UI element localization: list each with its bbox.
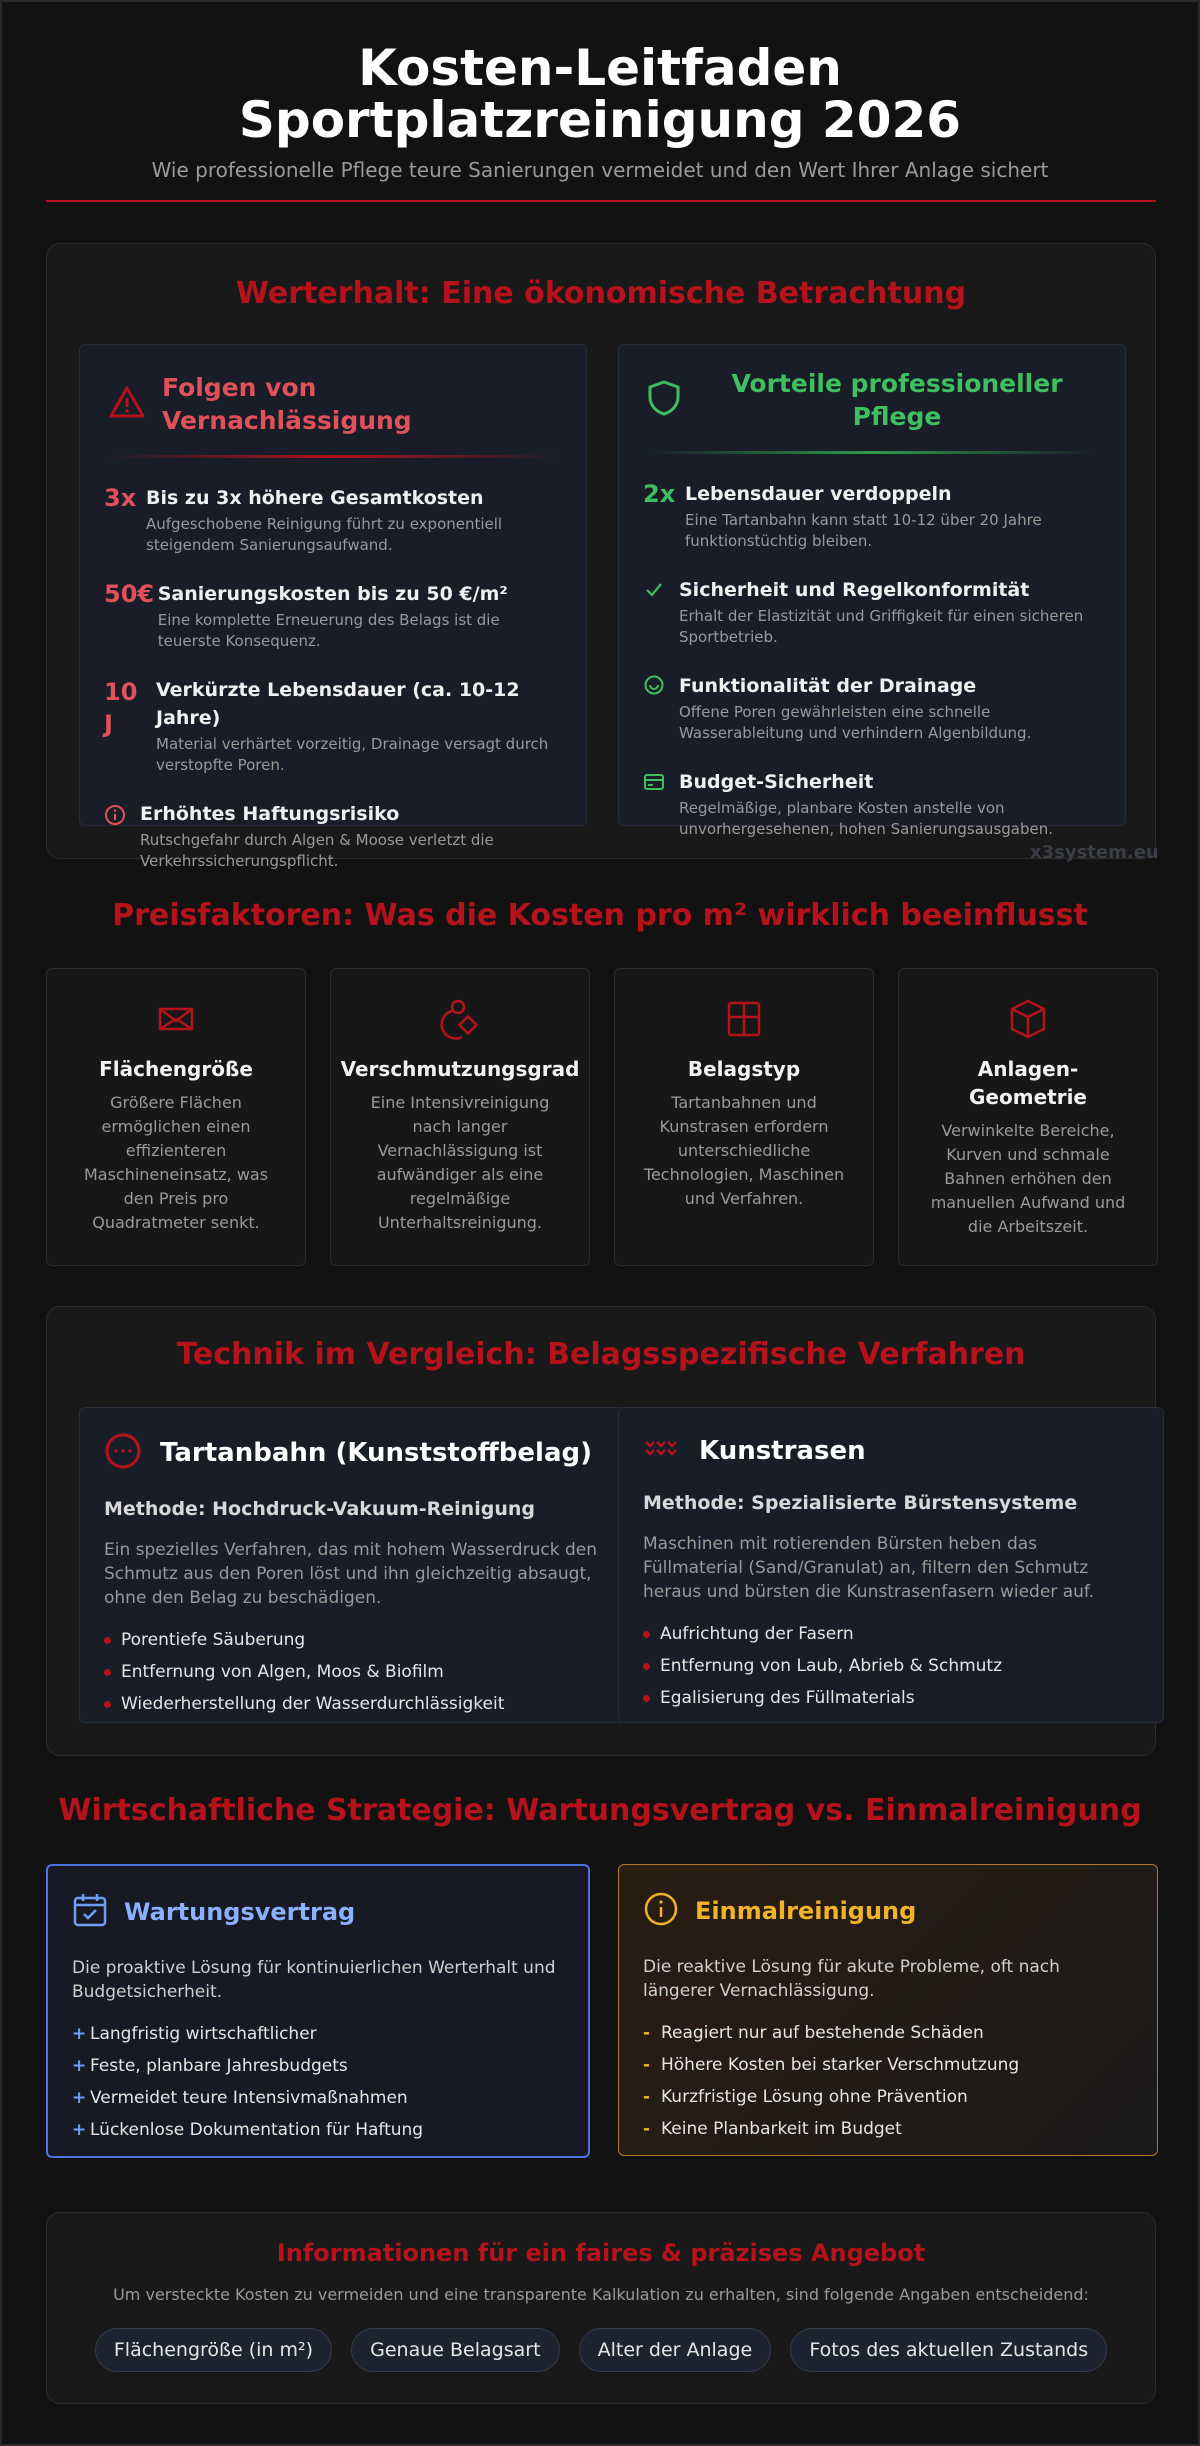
neglect-item-lead: 50€ — [104, 580, 155, 608]
cube-icon — [899, 997, 1157, 1041]
grid-icon — [615, 997, 873, 1041]
neglect-item-title: Verkürzte Lebensdauer (ca. 10-12 Jahre) — [156, 679, 520, 729]
list-item: Wiederherstellung der Wasserdurchlässigkeit — [104, 1688, 600, 1720]
care-item-desc: Erhalt der Elastizität und Griffigkeit für einen sicheren Sportbetrieb. — [679, 607, 1084, 646]
tech-bullets — [104, 1624, 600, 1720]
info-pill: Genaue Belagsart — [351, 2328, 559, 2372]
list-item: Porentiefe Säuberung — [104, 1624, 600, 1656]
neglect-item — [80, 800, 586, 872]
list-item: - Reagiert nur auf bestehende Schäden — [643, 2023, 984, 2043]
factor-desc: Eine Intensivreinigung nach langer Vernachlässigung ist aufwändiger als eine regelmäßige Unterhaltsreinigung. — [370, 1093, 550, 1232]
care-item-desc: Regelmäßige, planbare Kosten anstelle von unvorhergesehenen, hohen Sanierungsausgaben. — [679, 799, 1053, 838]
shield-icon — [647, 379, 681, 421]
neglect-item-title: Erhöhtes Haftungsrisiko — [140, 803, 400, 825]
neglect-item-desc: Material verhärtet vorzeitig, Drainage versagt durch verstopfte Poren. — [156, 735, 549, 774]
neglect-card — [79, 344, 587, 870]
factor-card — [46, 968, 306, 1266]
neglect-item-desc: Eine komplette Erneuerung des Belags ist die teuerste Konsequenz. — [157, 611, 500, 650]
neglect-title: Folgen von Vernachlässigung — [162, 373, 412, 435]
list-item: - Höhere Kosten bei starker Verschmutzung — [643, 2055, 1020, 2075]
single-title: Einmalreinigung — [695, 1897, 917, 1925]
factors-title: Preisfaktoren: Was die Kosten pro m² wirklich beeinflusst — [112, 898, 1088, 933]
neglect-item — [80, 484, 586, 556]
calendar-check-icon — [72, 1892, 108, 1932]
list-item: Entfernung von Algen, Moos & Biofilm — [104, 1656, 600, 1688]
factor-desc: Verwinkelte Bereiche, Kurven und schmale Bahnen erhöhen den manuellen Aufwand und die Arbeitszeit. — [930, 1121, 1126, 1236]
neglect-item-title: Sanierungskosten bis zu 50 €/m² — [157, 583, 508, 605]
angebot-panel — [46, 2212, 1156, 2404]
watermark-text: x3system.eu — [1030, 842, 1159, 863]
angebot-title: Informationen für ein faires & präzises Angebot — [276, 2239, 926, 2267]
care-item-desc: Offene Poren gewährleisten eine schnelle Wasserableitung und verhindern Algenbildung. — [679, 703, 1032, 742]
grass-icon — [643, 1434, 681, 1468]
list-item: + Lückenlose Dokumentation für Haftung — [72, 2120, 424, 2140]
care-item — [619, 672, 1125, 744]
tech-card-title: Kunstrasen — [699, 1436, 866, 1466]
title-divider — [46, 200, 1156, 202]
info-pill: Alter der Anlage — [579, 2328, 772, 2372]
strategie-title: Wirtschaftliche Strategie: Wartungsvertrag vs. Einmalreinigung — [58, 1793, 1142, 1828]
track-icon — [104, 1432, 142, 1474]
list-item: + Vermeidet teure Intensivmaßnahmen — [72, 2088, 408, 2108]
angebot-desc: Um versteckte Kosten zu vermeiden und eine transparente Kalkulation zu erhalten, sind folgende Angaben entscheidend: — [113, 2285, 1089, 2304]
care-card — [618, 344, 1126, 838]
care-item-title: Budget-Sicherheit — [679, 771, 874, 793]
factor-card — [614, 968, 874, 1266]
care-item-title: Lebensdauer verdoppeln — [685, 483, 952, 505]
tech-card-title: Tartanbahn (Kunststoffbelag) — [160, 1438, 592, 1468]
care-item — [619, 480, 1125, 552]
factor-card — [898, 968, 1158, 1266]
page-header — [2, 2, 1198, 182]
checkmark-icon — [643, 578, 665, 648]
contract-desc: Die proaktive Lösung für kontinuierlichen Werterhalt und Budgetsicherheit. — [72, 1958, 556, 2002]
neglect-item-desc: Rutschgefahr durch Algen & Moose verletzt die Verkehrssicherungspflicht. — [140, 831, 494, 870]
care-item-title: Funktionalität der Drainage — [679, 675, 977, 697]
list-item: Entfernung von Laub, Abrieb & Schmutz — [643, 1650, 1139, 1682]
tech-method: Methode: Hochdruck-Vakuum-Reinigung — [104, 1498, 535, 1520]
warning-icon — [108, 385, 146, 423]
factor-title: Flächengröße — [99, 1057, 253, 1081]
tech-bullets — [643, 1618, 1139, 1714]
care-title: Vorteile professioneller Pflege — [731, 369, 1063, 431]
technik-title: Technik im Vergleich: Belagsspezifische Verfahren — [176, 1337, 1026, 1372]
info-pill: Fotos des aktuellen Zustands — [790, 2328, 1107, 2372]
factor-title: Verschmutzungsgrad — [340, 1057, 580, 1081]
contract-title: Wartungsvertrag — [124, 1898, 356, 1926]
factor-card — [330, 968, 590, 1266]
shapes-icon — [331, 997, 589, 1041]
drainage-icon — [643, 674, 665, 744]
info-icon — [643, 1891, 679, 1931]
contract-list — [72, 2018, 564, 2146]
factor-desc: Tartanbahnen und Kunstrasen erfordern unterschiedliche Technologien, Maschinen und Verfahren. — [643, 1093, 845, 1208]
werterhalt-panel — [46, 243, 1156, 870]
factor-desc: Größere Flächen ermöglichen einen effizienteren Maschineneinsatz, was den Preis pro Quadratmeter senkt. — [83, 1093, 269, 1232]
list-item: Egalisierung des Füllmaterials — [643, 1682, 1139, 1714]
care-divider — [647, 451, 1097, 454]
factor-title: Belagstyp — [687, 1057, 801, 1081]
factor-title: Anlagen-Geometrie — [969, 1057, 1087, 1109]
care-item — [619, 768, 1125, 840]
single-card — [618, 1864, 1158, 2156]
neglect-divider — [108, 455, 558, 458]
tech-card-kunstrasen — [618, 1407, 1164, 1723]
list-item: + Langfristig wirtschaftlicher — [72, 2024, 317, 2044]
single-desc: Die reaktive Lösung für akute Probleme, oft nach längerer Vernachlässigung. — [643, 1957, 1060, 2001]
contract-card — [46, 1864, 590, 2158]
single-list — [643, 2017, 1133, 2145]
tech-card-tartan — [79, 1407, 625, 1723]
page-subtitle: Wie professionelle Pflege teure Sanierungen vermeidet und den Wert Ihrer Anlage sichert — [151, 158, 1049, 182]
neglect-item-desc: Aufgeschobene Reinigung führt zu exponentiell steigendem Sanierungsaufwand. — [146, 515, 503, 554]
neglect-item-title: Bis zu 3x höhere Gesamtkosten — [146, 487, 484, 509]
tech-desc: Maschinen mit rotierenden Bürsten heben das Füllmaterial (Sand/Granulat) an, filtern den Schmutz heraus und bürsten die Kunstrasenfasern wieder auf. — [643, 1534, 1095, 1602]
neglect-item — [80, 580, 586, 652]
info-pill: Flächengröße (in m²) — [95, 2328, 332, 2372]
tech-desc: Ein spezielles Verfahren, das mit hohem Wasserdruck den Schmutz aus den Poren löst und ihn gleichzeitig absaugt, ohne den Belag zu beschädigen. — [104, 1540, 597, 1608]
werterhalt-title: Werterhalt: Eine ökonomische Betrachtung — [235, 276, 967, 311]
list-item: + Feste, planbare Jahresbudgets — [72, 2056, 348, 2076]
care-item-desc: Eine Tartanbahn kann statt 10-12 über 20 Jahre funktionstüchtig bleiben. — [685, 511, 1042, 550]
list-item: - Keine Planbarkeit im Budget — [643, 2119, 902, 2139]
list-item: - Kurzfristige Lösung ohne Prävention — [643, 2087, 968, 2107]
care-item-lead: 2x — [643, 480, 676, 508]
tech-method: Methode: Spezialisierte Bürstensysteme — [643, 1492, 1078, 1514]
credit-card-icon — [643, 770, 665, 840]
area-icon — [47, 997, 305, 1041]
list-item: Aufrichtung der Fasern — [643, 1618, 1139, 1650]
page-title: Kosten-Leitfaden Sportplatzreinigung 2026 — [238, 39, 962, 149]
neglect-item — [80, 676, 586, 776]
neglect-item-lead: 10 J — [104, 678, 138, 738]
care-item-title: Sicherheit und Regelkonformität — [679, 579, 1030, 601]
info-circle-icon — [104, 804, 126, 872]
care-item — [619, 576, 1125, 648]
angebot-pills — [47, 2328, 1155, 2372]
neglect-item-lead: 3x — [104, 484, 137, 512]
